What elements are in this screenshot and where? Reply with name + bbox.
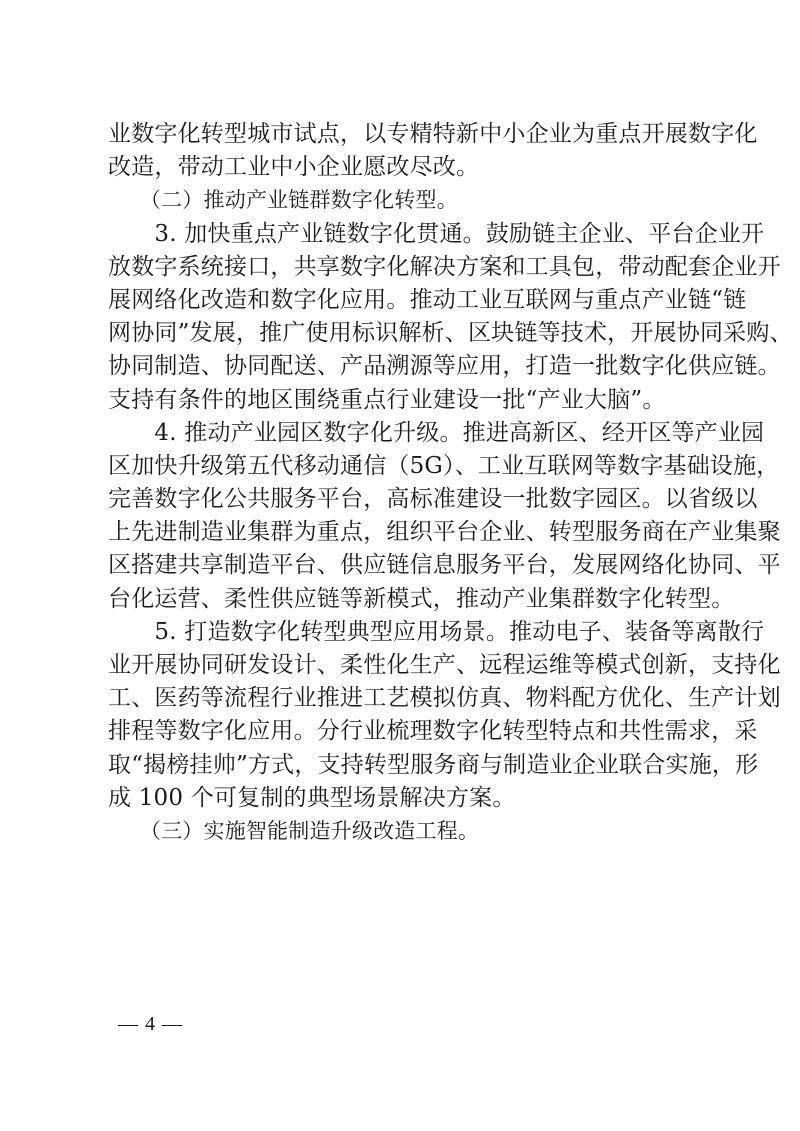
text-line: 放数字系统接口，共享数字化解决方案和工具包，带动配套企业开 [108, 253, 781, 280]
text-line: 工、医药等流程行业推进工艺模拟仿真、物料配方优化、生产计划 [108, 685, 781, 712]
text-line: 上先进制造业集群为重点，组织平台企业、转型服务商在产业集聚 [108, 519, 781, 546]
section-heading: （二）推动产业链群数字化转型。 [108, 188, 458, 213]
text-line: 台化运营、柔性供应链等新模式，推动产业集群数字化转型。 [108, 585, 735, 612]
text-line: 成 100 个可复制的典型场景解决方案。 [108, 784, 516, 811]
text-line: 业数字化转型城市试点，以专精特新中小企业为重点开展数字化 [108, 121, 758, 147]
page-number: — 4 — [118, 1013, 183, 1035]
text-line: 展网络化改造和数字化应用。推动工业互联网与重点产业链“链 [108, 286, 747, 313]
text-line: 协同制造、协同配送、产品溯源等应用，打造一批数字化供应链。 [108, 353, 781, 380]
section-heading: （三）实施智能制造升级改造工程。 [108, 818, 480, 843]
text-line: 3. 加快重点产业链数字化贯通。鼓励链主企业、平台企业开 [108, 220, 765, 247]
text-line: 取“揭榜挂帅”方式，支持转型服务商与制造业企业联合实施，形 [108, 751, 759, 778]
document-body [108, 118, 793, 848]
text-line: 支持有条件的地区围绕重点行业建设一批“产业大脑”。 [108, 386, 666, 413]
text-line: 区搭建共享制造平台、供应链信息服务平台，发展网络化协同、平 [108, 552, 781, 579]
text-line: 5. 打造数字化转型典型应用场景。推动电子、装备等离散行 [108, 618, 765, 645]
text-line: 区加快升级第五代移动通信（5G）、工业互联网等数字基础设施， [108, 452, 780, 479]
text-line: 4. 推动产业园区数字化升级。推进高新区、经开区等产业园 [108, 419, 765, 446]
text-line: 网协同”发展，推广使用标识解析、区块链等技术，开展协同采购、 [108, 320, 793, 347]
text-line: 改造，带动工业中小企业愿改尽改。 [108, 154, 480, 181]
text-line: 排程等数字化应用。分行业梳理数字化转型特点和共性需求，采 [108, 718, 758, 745]
text-line: 完善数字化公共服务平台，高标准建设一批数字园区。以省级以 [108, 486, 758, 513]
text-line: 业开展协同研发设计、柔性化生产、远程运维等模式创新，支持化 [108, 652, 781, 678]
